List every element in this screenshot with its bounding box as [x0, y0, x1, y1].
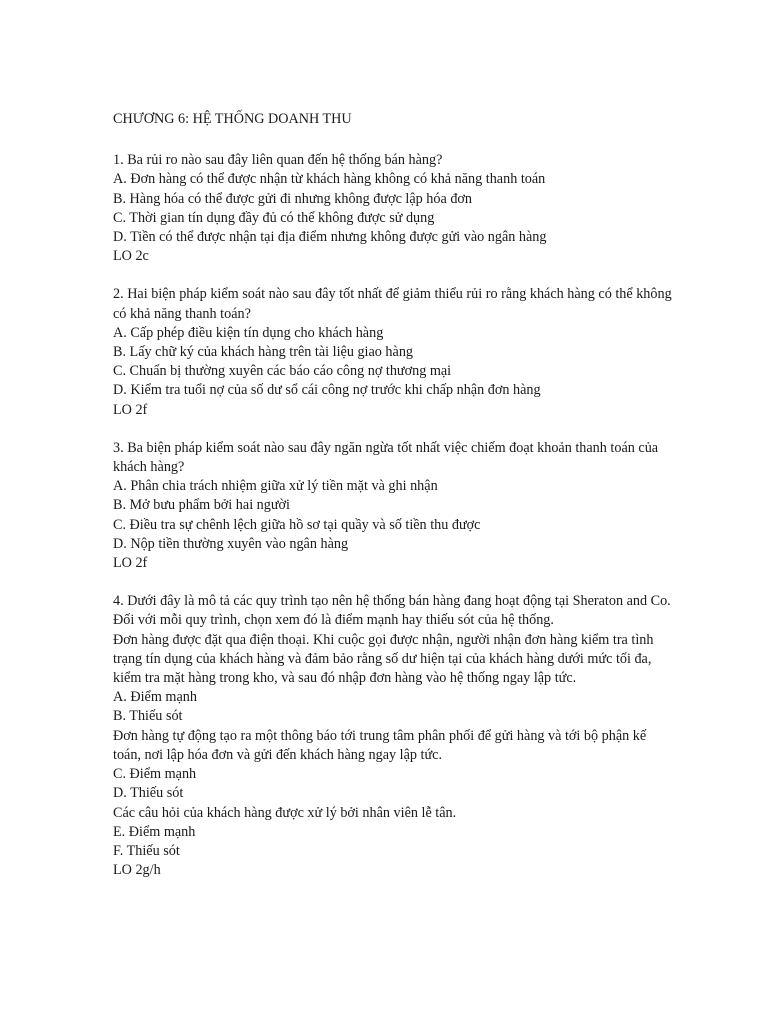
option-a: A. Đơn hàng có thể được nhận từ khách hàng không có khả năng thanh toán [113, 171, 546, 188]
option-d: D. Tiền có thể được nhận tại địa điểm nhưng không được gửi vào ngân hàng [113, 229, 547, 246]
instruction-text: Đối với mỗi quy trình, chọn xem đó là điểm mạnh hay thiếu sót của hệ thống. [113, 612, 554, 629]
process-description-1: Đơn hàng được đặt qua điện thoại. Khi cuộc gọi được nhận, người nhận đơn hàng kiểm tra tình trạng tín dụng của khách hàng và đảm bảo rằng số dư hiện tại của khách hàng dưới mức tối đa, kiểm tra mặt hàng trong kho, và sau đó nhập đơn hàng vào hệ thống ngay lập tức. [113, 631, 654, 687]
option-c: C. Điểm mạnh [113, 766, 197, 783]
question-1-text: 1. Ba rủi ro nào sau đây liên quan đến hệ thống bán hàng? [113, 152, 443, 169]
option-b: B. Lấy chữ ký của khách hàng trên tài liệu giao hàng [113, 344, 414, 361]
option-b: B. Mở bưu phẩm bởi hai người [113, 497, 290, 514]
question-3-text: 3. Ba biện pháp kiểm soát nào sau đây ngăn ngừa tốt nhất việc chiếm đoạt khoản thanh toán của khách hàng? [113, 439, 659, 476]
learning-outcome: LO 2f [113, 401, 148, 418]
question-4-text: 4. Dưới đây là mô tả các quy trình tạo nên hệ thống bán hàng đang hoạt động tại Sheraton and Co. [113, 593, 671, 610]
option-b: B. Thiếu sót [113, 708, 183, 725]
learning-outcome: LO 2f [113, 555, 148, 572]
process-description-3: Các câu hỏi của khách hàng được xử lý bởi nhân viên lễ tân. [113, 804, 457, 821]
option-a: A. Cấp phép điều kiện tín dụng cho khách hàng [113, 324, 384, 341]
question-2-text: 2. Hai biện pháp kiểm soát nào sau đây tốt nhất để giảm thiểu rủi ro rằng khách hàng có thể không có khả năng thanh toán? [113, 286, 672, 322]
option-a: A. Điểm mạnh [113, 689, 197, 706]
process-description-2: Đơn hàng tự động tạo ra một thông báo tới trung tâm phân phối để gửi hàng và tới bộ phận kế toán, nơi lập hóa đơn và gửi đến khách hàng ngay lập tức. [113, 727, 647, 763]
option-c: C. Điều tra sự chênh lệch giữa hồ sơ tại quầy và số tiền thu được [113, 516, 481, 533]
question-1 [113, 151, 673, 266]
option-c: C. Chuẩn bị thường xuyên các báo cáo công nợ thương mại [113, 363, 452, 380]
option-e: E. Điểm mạnh [113, 823, 196, 840]
learning-outcome: LO 2g/h [113, 862, 161, 879]
option-f: F. Thiếu sót [113, 842, 180, 859]
question-3 [113, 439, 673, 573]
option-a: A. Phân chia trách nhiệm giữa xử lý tiền mặt và ghi nhận [113, 478, 438, 495]
learning-outcome: LO 2c [113, 248, 149, 265]
question-4 [113, 592, 673, 880]
question-2 [113, 285, 673, 419]
option-d: D. Nộp tiền thường xuyên vào ngân hàng [113, 535, 349, 552]
chapter-title: CHƯƠNG 6: HỆ THỐNG DOANH THU [113, 111, 352, 127]
option-b: B. Hàng hóa có thể được gửi đi nhưng không được lập hóa đơn [113, 190, 473, 207]
option-d: D. Thiếu sót [113, 785, 184, 802]
option-c: C. Thời gian tín dụng đầy đủ có thể không được sử dụng [113, 209, 435, 226]
option-d: D. Kiểm tra tuổi nợ của số dư sổ cái công nợ trước khi chấp nhận đơn hàng [113, 382, 541, 399]
document-page [113, 110, 673, 899]
